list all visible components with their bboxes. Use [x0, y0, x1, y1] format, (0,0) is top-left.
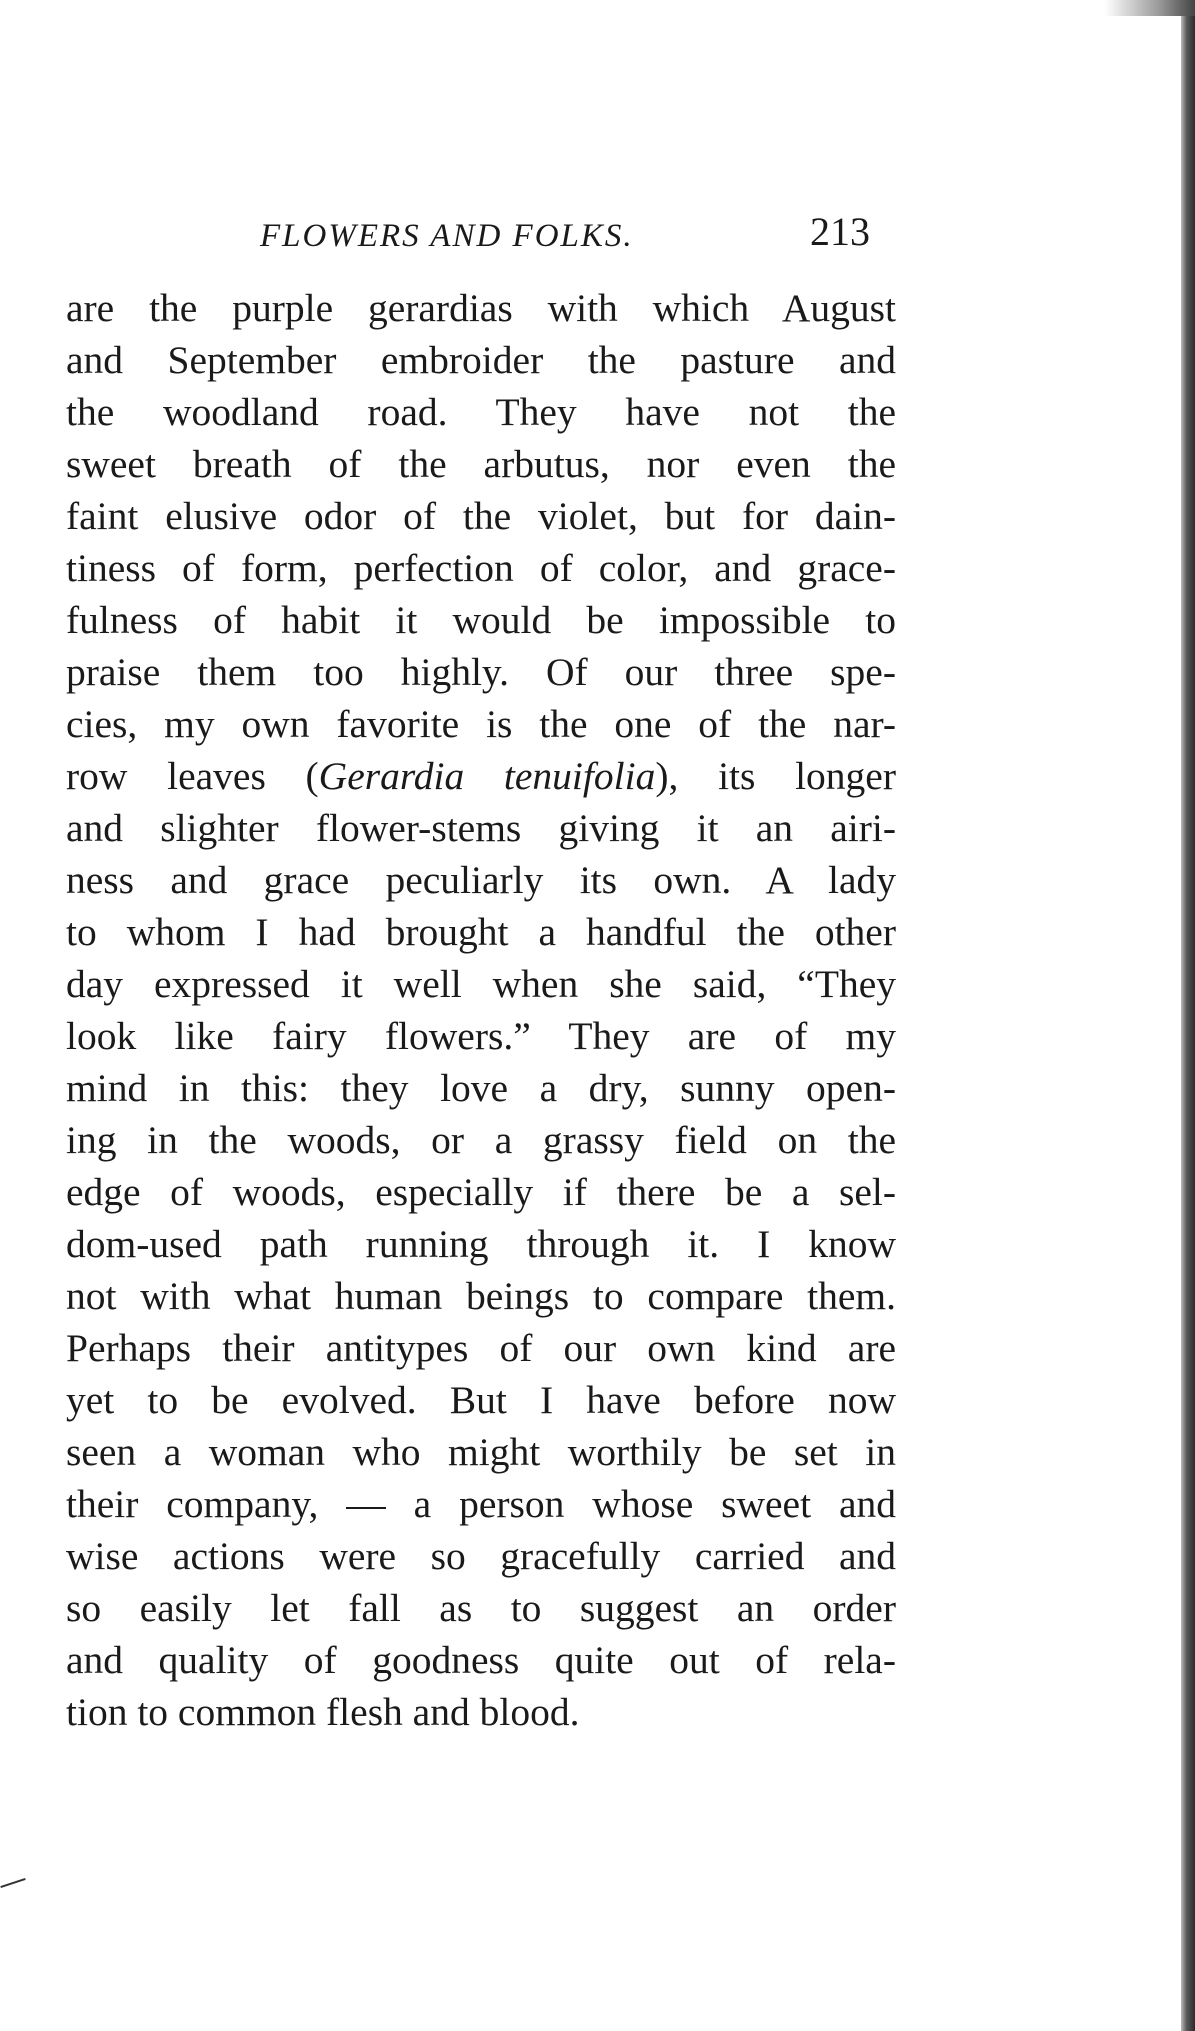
- page-binding-edge: [1181, 0, 1195, 2031]
- text-line: tiness of form, perfection of color, and grace-: [66, 546, 896, 590]
- text-segment: ), its longer: [655, 754, 896, 798]
- text-line: praise them too highly. Of our three spe-: [66, 650, 896, 694]
- text-line: [66, 750, 896, 802]
- text-line: and quality of goodness quite out of rela-: [66, 1638, 896, 1682]
- text-line: look like fairy flowers.” They are of my: [66, 1014, 896, 1058]
- text-segment: row leaves (: [66, 754, 319, 798]
- text-line: Perhaps their antitypes of our own kind are: [66, 1326, 896, 1370]
- text-line: edge of woods, especially if there be a sel-: [66, 1170, 896, 1214]
- text-line: are the purple gerardias with which August: [66, 286, 896, 330]
- text-line: their company, — a person whose sweet and: [66, 1482, 896, 1526]
- text-line: and September embroider the pasture and: [66, 338, 896, 382]
- text-line: the woodland road. They have not the: [66, 390, 896, 434]
- text-line: ness and grace peculiarly its own. A lady: [66, 858, 896, 902]
- page-header: [260, 208, 880, 264]
- text-line: fulness of habit it would be impossible to: [66, 598, 896, 642]
- text-line: tion to common flesh and blood.: [66, 1690, 580, 1734]
- text-line: cies, my own favorite is the one of the nar-: [66, 702, 896, 746]
- text-line: not with what human beings to compare them.: [66, 1274, 896, 1318]
- body-text: [66, 282, 896, 1738]
- text-line: sweet breath of the arbutus, nor even the: [66, 442, 896, 486]
- text-line: yet to be evolved. But I have before now: [66, 1378, 896, 1422]
- text-line: so easily let fall as to suggest an order: [66, 1586, 896, 1630]
- text-line: faint elusive odor of the violet, but for dain-: [66, 494, 896, 538]
- text-line: and slighter flower-stems giving it an airi-: [66, 806, 896, 850]
- text-line: mind in this: they love a dry, sunny open-: [66, 1066, 896, 1110]
- text-line: wise actions were so gracefully carried and: [66, 1534, 896, 1578]
- running-head: FLOWERS AND FOLKS.: [260, 218, 634, 254]
- page-corner-shadow: [1105, 0, 1195, 16]
- page-number: 213: [810, 209, 870, 254]
- text-line: ing in the woods, or a grassy field on the: [66, 1118, 896, 1162]
- text-line: dom-used path running through it. I know: [66, 1222, 896, 1266]
- italic-species-name: Gerardia tenuifolia: [318, 754, 656, 798]
- stray-ink-mark: [0, 1878, 25, 1888]
- text-line: day expressed it well when she said, “They: [66, 962, 896, 1006]
- text-line: seen a woman who might worthily be set in: [66, 1430, 896, 1474]
- text-line: to whom I had brought a handful the other: [66, 910, 896, 954]
